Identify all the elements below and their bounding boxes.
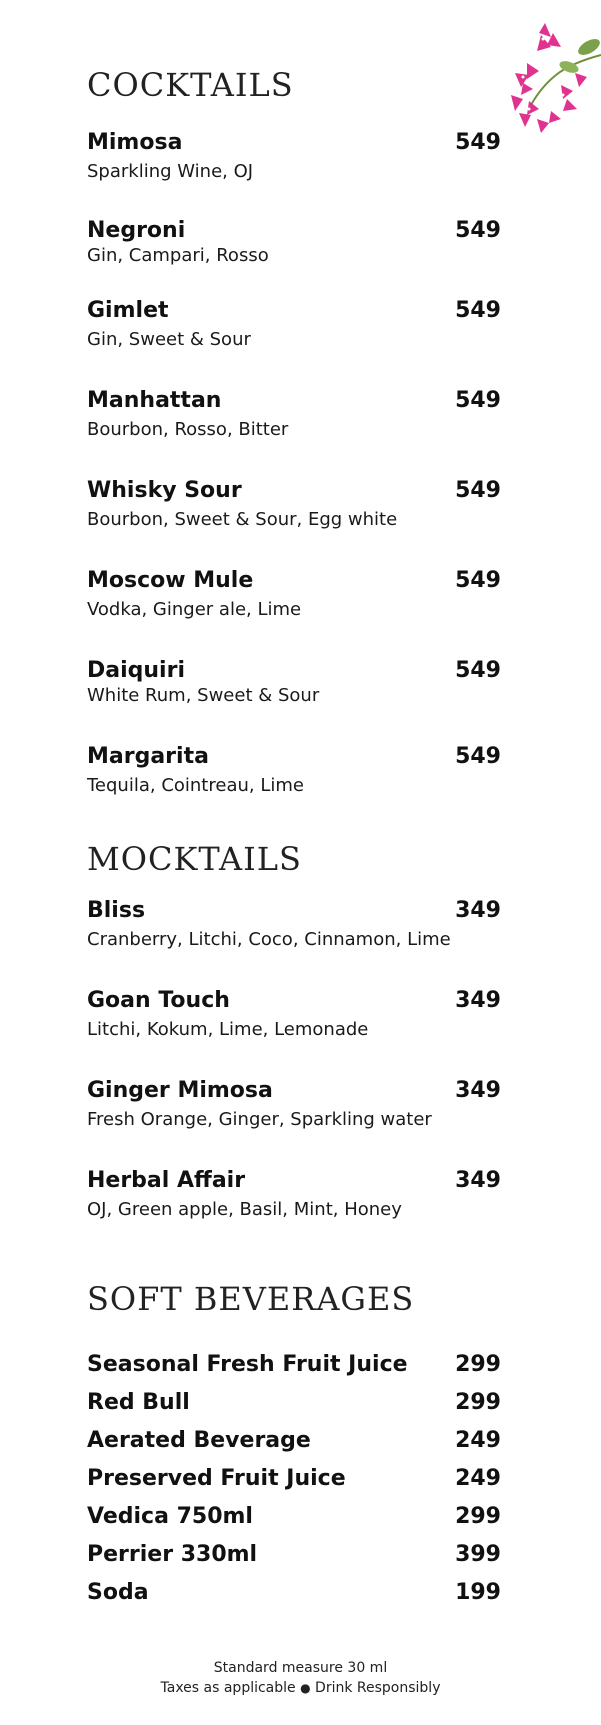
item-name: Perrier 330ml: [87, 1542, 258, 1567]
bougainvillea-flower-icon: [471, 15, 601, 145]
item-price: 549: [455, 388, 501, 413]
item-description: Bourbon, Sweet & Sour, Egg white: [87, 509, 398, 530]
item-price: 549: [455, 568, 501, 593]
menu-item: [87, 1168, 501, 1220]
item-price: 549: [455, 130, 501, 155]
item-name: Vedica 750ml: [87, 1504, 253, 1529]
menu-item: [87, 1542, 501, 1567]
item-price: 199: [455, 1580, 501, 1605]
item-price: 249: [455, 1428, 501, 1453]
item-price: 299: [455, 1390, 501, 1415]
item-name: Mimosa: [87, 130, 183, 155]
item-name: Bliss: [87, 898, 146, 923]
item-name: Red Bull: [87, 1390, 190, 1415]
item-price: 349: [455, 1078, 501, 1103]
footer-taxes-text: Taxes as applicable: [160, 1680, 296, 1696]
item-name: Goan Touch: [87, 988, 230, 1013]
item-description: Tequila, Cointreau, Lime: [87, 775, 304, 796]
item-name: Manhattan: [87, 388, 222, 413]
item-price: 399: [455, 1542, 501, 1567]
section-title-cocktails: COCKTAILS: [87, 66, 294, 104]
item-name: Seasonal Fresh Fruit Juice: [87, 1352, 408, 1377]
item-price: 249: [455, 1466, 501, 1491]
menu-item: [87, 388, 501, 440]
item-name: Ginger Mimosa: [87, 1078, 273, 1103]
item-price: 549: [455, 744, 501, 769]
menu-item: [87, 1580, 501, 1605]
item-price: 349: [455, 988, 501, 1013]
menu-item: [87, 658, 501, 706]
item-name: Margarita: [87, 744, 209, 769]
menu-item: [87, 1390, 501, 1415]
item-description: Bourbon, Rosso, Bitter: [87, 419, 289, 440]
item-name: Aerated Beverage: [87, 1428, 311, 1453]
item-description: Cranberry, Litchi, Coco, Cinnamon, Lime: [87, 929, 451, 950]
item-name: Daiquiri: [87, 658, 185, 683]
item-price: 549: [455, 218, 501, 243]
item-price: 549: [455, 478, 501, 503]
menu-item: [87, 478, 501, 530]
item-name: Gimlet: [87, 298, 169, 323]
item-name: Soda: [87, 1580, 149, 1605]
item-description: Litchi, Kokum, Lime, Lemonade: [87, 1019, 369, 1040]
bullet-icon: ●: [300, 1681, 311, 1695]
footer-drink-responsibly: Drink Responsibly: [315, 1680, 441, 1696]
item-name: Herbal Affair: [87, 1168, 246, 1193]
item-description: OJ, Green apple, Basil, Mint, Honey: [87, 1199, 402, 1220]
menu-item: [87, 1466, 501, 1491]
item-price: 299: [455, 1352, 501, 1377]
item-price: 349: [455, 1168, 501, 1193]
footer-measure: Standard measure 30 ml: [213, 1660, 388, 1676]
item-description: Gin, Sweet & Sour: [87, 329, 251, 350]
item-description: Fresh Orange, Ginger, Sparkling water: [87, 1109, 432, 1130]
menu-item: [87, 1078, 501, 1130]
item-description: Gin, Campari, Rosso: [87, 245, 269, 266]
menu-item: [87, 744, 501, 796]
menu-item: [87, 130, 501, 182]
item-price: 299: [455, 1504, 501, 1529]
item-name: Negroni: [87, 218, 186, 243]
menu-item: [87, 1504, 501, 1529]
item-price: 549: [455, 658, 501, 683]
menu-item: [87, 218, 501, 266]
menu-item: [87, 1352, 501, 1377]
section-title-soft-beverages: SOFT BEVERAGES: [87, 1280, 415, 1318]
menu-item: [87, 898, 501, 950]
menu-item: [87, 568, 501, 620]
section-title-mocktails: MOCKTAILS: [87, 840, 302, 878]
menu-item: [87, 298, 501, 350]
item-description: Sparkling Wine, OJ: [87, 161, 254, 182]
item-description: White Rum, Sweet & Sour: [87, 685, 320, 706]
item-price: 349: [455, 898, 501, 923]
item-name: Moscow Mule: [87, 568, 254, 593]
menu-item: [87, 1428, 501, 1453]
item-name: Preserved Fruit Juice: [87, 1466, 346, 1491]
item-description: Vodka, Ginger ale, Lime: [87, 599, 302, 620]
item-price: 549: [455, 298, 501, 323]
item-name: Whisky Sour: [87, 478, 242, 503]
menu-item: [87, 988, 501, 1040]
footer-taxes: [0, 1680, 601, 1696]
